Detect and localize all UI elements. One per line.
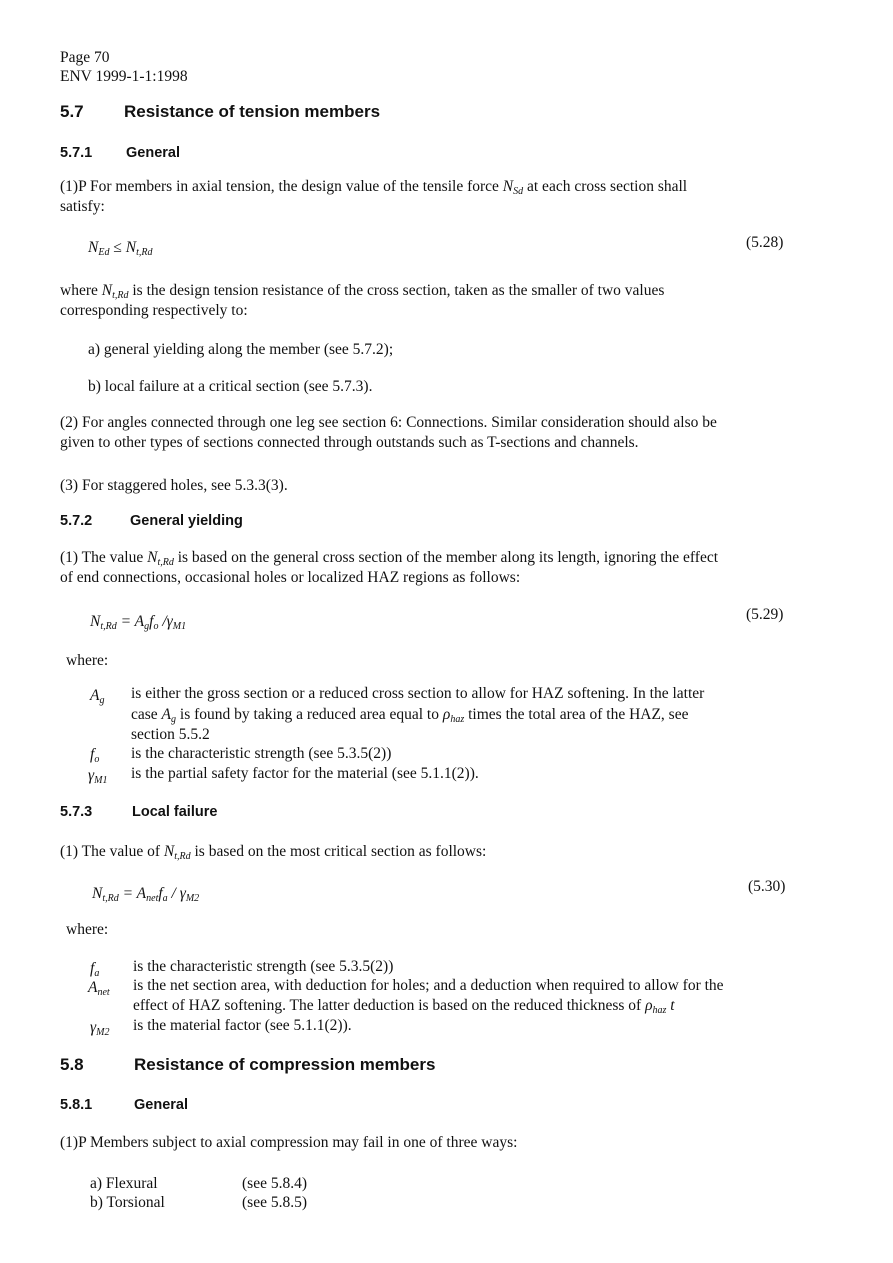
subscript: t,Rd xyxy=(174,851,191,862)
page-number: Page 70 xyxy=(60,49,110,66)
heading-5-7-1 xyxy=(60,145,180,161)
list-item-b-ref: (see 5.8.5) xyxy=(242,1194,307,1211)
definition-text: is the characteristic strength (see 5.3.5(2)) xyxy=(131,745,392,762)
symbol: = A xyxy=(118,885,147,902)
list-item-b: b) local failure at a critical section (see 5.7.3). xyxy=(88,378,373,395)
paragraph-5-7-1-1-line2: satisfy: xyxy=(60,198,105,215)
subscript: g xyxy=(144,621,150,632)
symbol: γ xyxy=(90,1019,97,1036)
text: (1) The value xyxy=(60,549,148,566)
subscript: haz xyxy=(450,714,465,725)
subscript: t,Rd xyxy=(136,247,153,258)
symbol: N xyxy=(147,549,158,566)
text: is based on the most critical section as follows: xyxy=(190,843,487,860)
subscript: net xyxy=(146,893,159,904)
relation: ≤ xyxy=(109,239,126,256)
symbol: f xyxy=(90,960,95,977)
subscript: Sd xyxy=(513,186,524,197)
symbol: N xyxy=(92,885,103,902)
paragraph-5-7-1-3: (3) For staggered holes, see 5.3.3(3). xyxy=(60,477,288,494)
paragraph-5-7-2-1-line2: of end connections, occasional holes or localized HAZ regions as follows: xyxy=(60,569,521,586)
symbol: f xyxy=(149,613,154,630)
list-item-a: a) general yielding along the member (see 5.7.2); xyxy=(88,341,394,358)
symbol: N xyxy=(163,843,175,860)
section-number: 5.8.1 xyxy=(60,1097,93,1113)
document-code: ENV 1999-1-1:1998 xyxy=(60,68,188,85)
section-number: 5.7.1 xyxy=(60,145,93,161)
text: (1)P For members in axial tension, the design value of the tensile force xyxy=(60,178,503,195)
section-title: Resistance of tension members xyxy=(124,102,381,121)
subscript: M2 xyxy=(96,1027,110,1038)
text: times the total area of the HAZ, see xyxy=(464,706,689,723)
subscript: t,Rd xyxy=(112,290,129,301)
text: is based on the general cross section of the member along its length, ignoring the effect xyxy=(173,549,719,566)
heading-5-7-2 xyxy=(60,513,243,529)
symbol: A xyxy=(88,979,98,996)
symbol: N xyxy=(101,282,113,299)
subscript: t,Rd xyxy=(102,893,119,904)
definition-text-line3: section 5.5.2 xyxy=(131,726,210,743)
heading-5-7 xyxy=(60,102,380,122)
symbol: ρ xyxy=(442,706,451,723)
text: where xyxy=(60,282,102,299)
section-number: 5.7 xyxy=(60,102,84,121)
symbol: γ xyxy=(88,767,95,784)
equation-5-30 xyxy=(92,884,199,909)
subscript: t,Rd xyxy=(100,621,117,632)
subscript: o xyxy=(153,621,159,632)
subscript: M1 xyxy=(94,775,108,786)
subscript: Ed xyxy=(98,247,110,258)
symbol: N xyxy=(125,239,137,256)
equation-number: (5.28) xyxy=(746,234,784,251)
text: at each cross section shall xyxy=(523,178,688,195)
subscript: o xyxy=(94,754,100,765)
list-item-a-ref: (see 5.8.4) xyxy=(242,1175,307,1192)
where-line2: corresponding respectively to: xyxy=(60,302,248,319)
paragraph-5-7-3-1 xyxy=(60,842,486,867)
subscript: a xyxy=(94,968,100,979)
definition-text-line1: is the net section area, with deduction for holes; and a deduction when required to allow for the xyxy=(133,977,724,994)
paragraph-5-7-1-1-line1 xyxy=(60,177,687,202)
subscript: a xyxy=(162,893,168,904)
section-title: Local failure xyxy=(132,804,218,820)
definition-text: is the characteristic strength (see 5.3.5(2)) xyxy=(133,958,394,975)
text: is the design tension resistance of the cross section, taken as the smaller of two values xyxy=(128,282,665,299)
subscript: g xyxy=(99,695,105,706)
text: effect of HAZ softening. The latter deduction is based on the reduced thickness of xyxy=(133,997,646,1014)
definition-text: is the material factor (see 5.1.1(2)). xyxy=(133,1017,352,1034)
subscript: g xyxy=(171,714,177,725)
symbol: /γ xyxy=(158,613,173,630)
section-title: General yielding xyxy=(130,513,243,529)
subscript: net xyxy=(97,987,110,998)
paragraph-5-7-1-2-line2: given to other types of sections connected through outstands such as T-sections and channels. xyxy=(60,434,639,451)
section-number: 5.7.2 xyxy=(60,513,93,529)
subscript: M2 xyxy=(185,893,200,904)
definition-text: is the partial safety factor for the material (see 5.1.1(2)). xyxy=(131,765,479,782)
equation-5-28 xyxy=(88,238,152,263)
paragraph-5-7-1-2-line1: (2) For angles connected through one leg see section 6: Connections. Similar consideration should also be xyxy=(60,414,717,431)
list-item-b-label: b) Torsional xyxy=(90,1194,165,1211)
definition-symbol xyxy=(90,686,104,711)
heading-5-7-3 xyxy=(60,804,217,820)
symbol: t xyxy=(666,997,675,1014)
symbol: / γ xyxy=(167,885,186,902)
list-item-a-label: a) Flexural xyxy=(90,1175,158,1192)
section-title: General xyxy=(134,1097,188,1113)
symbol: = A xyxy=(116,613,145,630)
section-number: 5.8 xyxy=(60,1055,84,1074)
subscript: M1 xyxy=(172,621,187,632)
where-label: where: xyxy=(66,921,109,938)
definition-symbol xyxy=(88,766,107,791)
equation-5-29 xyxy=(90,612,186,637)
subscript: t,Rd xyxy=(157,557,174,568)
subscript: haz xyxy=(652,1005,667,1016)
equation-number: (5.30) xyxy=(748,878,786,895)
section-title: Resistance of compression members xyxy=(134,1055,436,1074)
definition-text-line2 xyxy=(131,705,688,730)
symbol: A xyxy=(161,706,172,723)
section-number: 5.7.3 xyxy=(60,804,93,820)
paragraph-5-8-1-1: (1)P Members subject to axial compression may fail in one of three ways: xyxy=(60,1134,518,1151)
where-label: where: xyxy=(66,652,109,669)
equation-number: (5.29) xyxy=(746,606,784,623)
text: is found by taking a reduced area equal to xyxy=(176,706,443,723)
definition-symbol xyxy=(88,978,110,1003)
text: case xyxy=(131,706,162,723)
symbol: N xyxy=(90,613,101,630)
heading-5-8 xyxy=(60,1055,435,1075)
heading-5-8-1 xyxy=(60,1097,188,1113)
symbol: N xyxy=(502,178,514,195)
symbol: N xyxy=(88,239,99,256)
symbol: ρ xyxy=(645,997,653,1014)
text: (1) The value of xyxy=(60,843,164,860)
symbol: f xyxy=(90,746,95,763)
definition-text-line1: is either the gross section or a reduced cross section to allow for HAZ softening. In the latter xyxy=(131,685,705,702)
symbol: A xyxy=(90,687,100,704)
definition-symbol xyxy=(90,1018,109,1043)
section-title: General xyxy=(126,145,180,161)
symbol: f xyxy=(158,885,163,902)
